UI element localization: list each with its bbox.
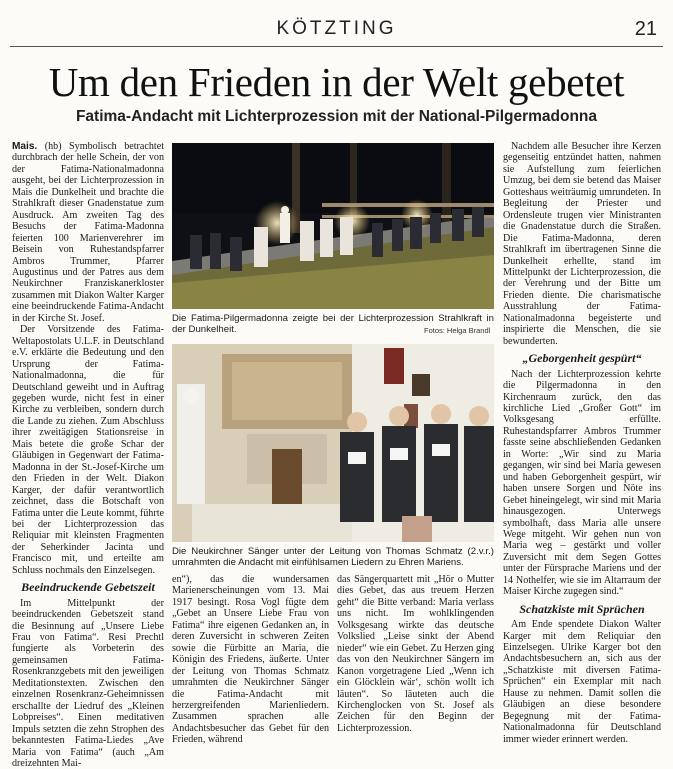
page-number: 21 — [634, 18, 657, 40]
page-header — [0, 0, 673, 50]
subheading: Beeindruckende Gebetszeit — [21, 580, 155, 595]
subheading: Schatzkiste mit Sprüchen — [519, 601, 645, 616]
column-4 — [503, 141, 661, 745]
dateline: Mais. — [12, 141, 38, 152]
procession-photo — [172, 143, 494, 309]
paragraph: Im Mittelpunkt der beeindruckenden Gebetszeit stand die Besinnung auf „Unsere Liebe Frau von Fatima“. Resi Prechtl fungierte als Vorbeterin des gemeinsamen Fatima-Rosenkranzgebets mit den jeweiligen Meditationstexten. Zwischen den einzelnen Rosenkranz-Geheimnissen erschallte der Liedruf des „Kleinen Lobpreises“. Einen meditativen Impuls setzten die zehn Strophen des bekanntesten Fatima-Liedes „Ave Maria von Fatima“ (auch „Am dreizehnten Mai- — [12, 597, 164, 769]
column-2 — [172, 574, 329, 746]
subheadline: Fatima-Andacht mit Lichterprozession mit der National-Pilgermadonna — [75, 108, 598, 125]
paragraph: Am Ende spendete Diakon Walter Karger mit dem Reliquiar den Einzelsegen. Ulrike Karger bot den Andachtsbesuchern an, sich aus der „Schatzkiste mit diversen Fatima-Sprüchen“ ein Exemplar mit nach Hause zu nehmen. Damit sollen die Gläubigen an diese besondere Begegnung mit der Fatima-Nationalmadonna für Deutschland immer wieder erinnert werden. — [503, 619, 661, 745]
singers-photo — [172, 344, 494, 542]
column-3 — [337, 574, 494, 734]
paragraph: en“), das die wundersamen Marienerscheinungen vom 13. Mai 1917 besingt. Rosa Vogl fügte dem „Gebet an Unsere Liebe Frau von Fatima“ ihre eigenen Gedanken an, in deren Zuversicht in schweren Zeiten sowie die Fürbitte an Maria, die Königin des Friedens, äußerte. Unter der Leitung von Thomas Schmatz umrahmten die Neukirchner Sänger die Fatima-Andacht mit herzergreifenden Marienliedern. Zusammen sprachen alle Andachtsbesucher das Gebet für den Frieden, während — [172, 574, 329, 746]
header-rule — [10, 46, 663, 47]
paragraph: Nachdem alle Besucher ihre Kerzen gegenseitig entzündet hatten, nahmen sie Aufstellung zum feierlichen Umzug, bei dem sie betend das Maiser Gotteshaus weiträumig umrundeten. In Begleitung der Priester und Ordensleute trugen vier Ministranten die Gnadenstatue durch die Straßen. Die Fatima-Madonna, deren Strahlkraft im übertragenen Sinne die Dunkelheit erhellte, stand im Mittelpunkt der Lichterprozession, die der Verehrung und der Bitte um Frieden diente. Die charismatische Ausstrahlung der Fatima-Nationalmadonna begeisterte und inspirierte die Menschen, die sie bewunderten. — [503, 141, 661, 347]
paragraph: Der Vorsitzende des Fatima-Weltapostolats U.L.F. in Deutschland e.V. erklärte die Bedeutung und den Ursprung der Fatima-Nationalmadonna, die für Deutschland geweiht und in Auftrag gegeben wurde, nicht fest in einer Kirche zu verbleiben, sondern durch die Lande zu ziehen. Zum Abschluss ihrer zweitägigen Stationsreise in Mais betete die große Schar der Gläubigen in Gegenwart der Fatima-Madonna in der St.-Josef-Kirche um den Frieden in der Welt. Diakon Karger, der dafür verantwortlich zeichnet, dass die Botschaft von Fatima unter die Leute kommt, führte bei der Lichterprozession das Reliquiar mit kleinsten Fragmenten der Seherkinder Jacinta und Francisco mit, und erteilte am Schluss nochmals den Einzelsegen. — [12, 324, 164, 576]
paragraph: (hb) Symbolisch betrachtet durchbrach der helle Schein, der von der Fatima-Nationalmadonna ausgeht, bei der Lichterprozession in Mais die Dunkelheit und brachte die Strahlkraft dieser Gnadenstatue zum Ausdruck. Am zweiten Tag des Besuchs der Fatima-Madonna feierten 100 Marienverehrer im Beisein von Ruhestandspfarrer Ambros Trummer, Pfarrer Augustinus und der Patres aus dem Neukirchner Franziskanerkloster zusammen mit Diakon Walter Karger eine beeindruckende Fatima-Andacht in der Kirche St. Josef. — [12, 141, 164, 324]
column-1 — [12, 141, 164, 769]
subheading: „Geborgenheit gespürt“ — [522, 351, 642, 366]
headline: Um den Frieden in der Welt gebetet — [48, 59, 625, 105]
photo-caption: Die Neukirchner Sänger unter der Leitung von Thomas Schmatz (2.v.r.) umrahmten die Andacht mit einfühlsamen Liedern zu Ehren Mariens. — [172, 546, 494, 568]
section-title: KÖTZTING — [276, 18, 397, 39]
paragraph: Nach der Lichterprozession kehrte die Pilgermadonna in den Kirchenraum zurück, den das kirchliche Lied „Großer Gott“ im Volksgesang erfüllte. Ruhestandspfarrer Ambros Trummer fasste seine abschließenden Gedanken in Worte: „Wir sind zu Maria gegangen, wir sind bei Maria gewesen und haben Geborgenheit gespürt, wir haben unsere Sorgen und Nöte ins Gebet hineingelegt, wir sind mit Maria hinausgezogen. Unterwegs symbolhaft, dass Maria alle unsere Wege mitgeht. Wir gehen nun von Maria weg – gestärkt und voller Zuversicht mit dem Segen Gottes unter der Fürsprache Mariens und der 14 Nothelfer, wie sie im Altarraum der Maiser Kirche zugegen sind.“ — [503, 368, 661, 598]
photo-caption: Die Fatima-Pilgermadonna zeigte bei der Lichterprozession Strahlkraft in der Dunkelheit. — [172, 313, 494, 335]
paragraph: das Sängerquartett mit „Hör o Mutter dies Gebet, das aus treuem Herzen geht“ die Bitte verband: Maria verlass uns nicht. Im wohlklingenden Volksgesang wirkte das deutsche Volkslied „Leise sinkt der Abend nieder“ wie ein Gebet. Zu Herzen ging das von den Neukirchner Sängern im Kanon vorgetragene Lied „Wenn ich ein Glöcklein wär‘, schön wollt ich läuten“. So läuteten auch die Kirchenglocken von St. Josef als Zeichen für den Beginn der Lichterprozession. — [337, 574, 494, 734]
photo-credit: Fotos: Helga Brandl — [424, 326, 491, 335]
